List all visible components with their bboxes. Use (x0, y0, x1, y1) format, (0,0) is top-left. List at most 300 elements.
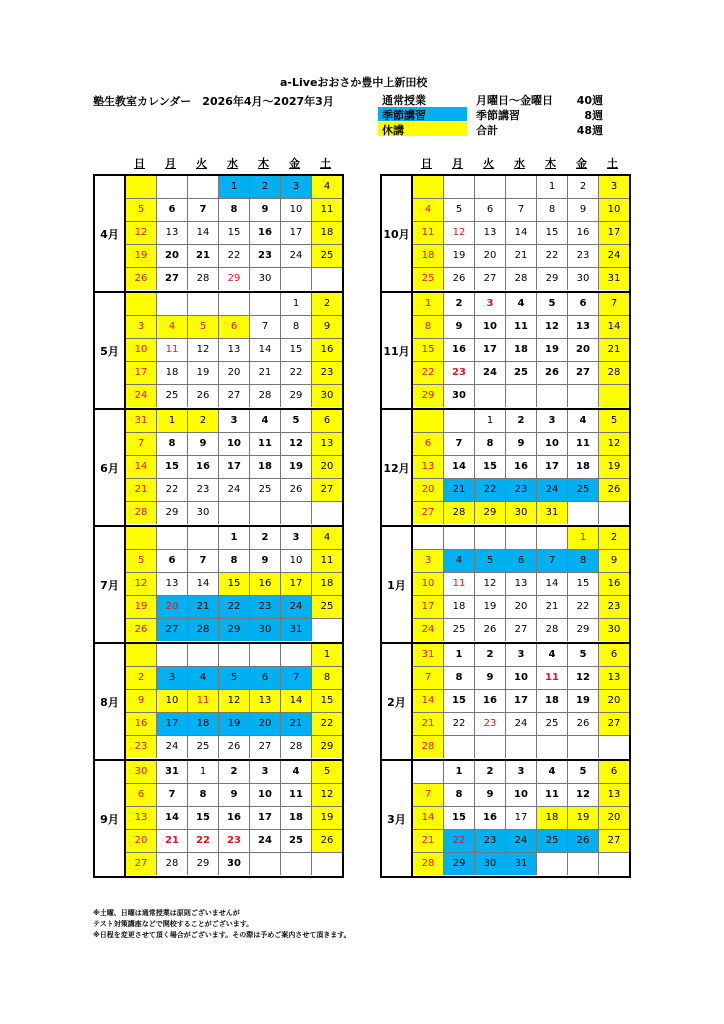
day-cell: 5 (281, 410, 312, 433)
day-cell: 19 (126, 596, 157, 619)
week-row (413, 199, 629, 222)
month-label: 12月 (382, 410, 413, 525)
day-cell: 21 (537, 596, 568, 619)
day-cell: 18 (250, 456, 281, 479)
day-cell: 28 (250, 385, 281, 407)
day-cell: 8 (413, 316, 444, 339)
day-cell: 16 (506, 456, 537, 479)
week-row (126, 690, 342, 713)
week-row (413, 176, 629, 199)
day-cell: 31 (599, 268, 629, 290)
day-cell: 25 (568, 479, 599, 502)
day-cell: 22 (444, 713, 475, 736)
month-grid (413, 644, 629, 759)
week-row (126, 830, 342, 853)
day-cell: 11 (312, 550, 342, 573)
week-row (413, 853, 629, 876)
day-cell: 13 (475, 222, 506, 245)
day-cell: 18 (537, 690, 568, 713)
day-cell: 22 (157, 479, 188, 502)
day-cell (157, 644, 188, 667)
day-cell: 27 (157, 619, 188, 641)
day-cell: 2 (219, 761, 250, 784)
day-cell (568, 385, 599, 407)
day-cell: 30 (444, 385, 475, 407)
week-row (126, 761, 342, 784)
week-row (126, 853, 342, 876)
day-cell: 17 (599, 222, 629, 245)
day-cell: 20 (506, 596, 537, 619)
week-row (413, 502, 629, 525)
day-cell: 23 (568, 245, 599, 268)
day-cell: 4 (537, 644, 568, 667)
day-cell: 18 (157, 362, 188, 385)
day-cell: 10 (475, 316, 506, 339)
day-cell: 29 (219, 619, 250, 641)
day-cell: 17 (250, 807, 281, 830)
day-cell: 20 (250, 713, 281, 736)
week-row (126, 245, 342, 268)
day-cell: 10 (506, 667, 537, 690)
day-cell: 4 (413, 199, 444, 222)
legend-count: 40週 (576, 94, 603, 107)
day-cell (413, 176, 444, 199)
month-label: 11月 (382, 293, 413, 408)
day-cell (413, 761, 444, 784)
day-cell: 24 (537, 479, 568, 502)
day-cell: 7 (599, 293, 629, 316)
day-cell: 4 (444, 550, 475, 573)
day-cell: 26 (568, 713, 599, 736)
day-cell: 21 (444, 479, 475, 502)
day-cell: 1 (444, 761, 475, 784)
day-cell: 15 (188, 807, 219, 830)
day-cell: 24 (599, 245, 629, 268)
day-cell (444, 736, 475, 758)
week-row (126, 807, 342, 830)
day-cell: 4 (537, 761, 568, 784)
weekday-label: 木 (258, 157, 269, 170)
day-cell: 16 (250, 573, 281, 596)
day-cell: 6 (312, 410, 342, 433)
day-cell: 20 (312, 456, 342, 479)
day-cell: 23 (250, 245, 281, 268)
day-cell: 23 (219, 830, 250, 853)
day-cell: 23 (475, 830, 506, 853)
day-cell: 29 (444, 853, 475, 875)
day-cell: 16 (475, 690, 506, 713)
month-label: 9月 (95, 761, 126, 876)
month-label: 1月 (382, 527, 413, 642)
week-row (413, 433, 629, 456)
legend-row (378, 122, 603, 137)
day-cell: 28 (126, 502, 157, 524)
day-cell: 18 (413, 245, 444, 268)
day-cell: 20 (568, 339, 599, 362)
day-cell: 15 (444, 807, 475, 830)
school-name: a-Liveおおさか豊中上新田校 (280, 76, 428, 89)
day-cell: 15 (219, 222, 250, 245)
day-cell: 10 (413, 573, 444, 596)
weekday-label: 火 (483, 157, 494, 170)
weekday-label: 金 (289, 157, 300, 170)
day-cell: 3 (475, 293, 506, 316)
day-cell: 10 (506, 784, 537, 807)
day-cell: 11 (281, 784, 312, 807)
day-cell: 28 (157, 853, 188, 875)
weekday-label: 土 (320, 157, 331, 170)
day-cell: 13 (413, 456, 444, 479)
day-cell: 7 (444, 433, 475, 456)
day-cell: 31 (126, 410, 157, 433)
day-cell: 27 (599, 713, 629, 736)
day-cell: 11 (312, 199, 342, 222)
day-cell: 5 (568, 761, 599, 784)
day-cell (250, 502, 281, 524)
day-cell: 8 (475, 433, 506, 456)
day-cell (281, 853, 312, 875)
day-cell: 26 (281, 479, 312, 502)
day-cell: 21 (188, 245, 219, 268)
day-cell: 8 (157, 433, 188, 456)
day-cell: 10 (281, 199, 312, 222)
day-cell: 27 (157, 268, 188, 290)
day-cell: 19 (188, 362, 219, 385)
week-row (126, 362, 342, 385)
calendar-right (380, 154, 631, 878)
day-cell: 13 (506, 573, 537, 596)
week-row (413, 293, 629, 316)
day-cell: 5 (537, 293, 568, 316)
week-row (413, 222, 629, 245)
week-row (126, 222, 342, 245)
day-cell: 12 (475, 573, 506, 596)
day-cell: 11 (250, 433, 281, 456)
day-cell: 20 (413, 479, 444, 502)
day-cell: 23 (506, 479, 537, 502)
day-cell: 19 (568, 690, 599, 713)
day-cell: 25 (312, 596, 342, 619)
week-row (126, 644, 342, 667)
day-cell: 23 (312, 362, 342, 385)
week-row (413, 807, 629, 830)
day-cell: 10 (537, 433, 568, 456)
day-cell: 26 (312, 830, 342, 853)
day-cell: 28 (506, 268, 537, 290)
day-cell (537, 527, 568, 550)
week-row (413, 410, 629, 433)
weekday-header (411, 154, 631, 174)
month-label: 10月 (382, 176, 413, 291)
day-cell: 5 (599, 410, 629, 433)
day-cell: 1 (537, 176, 568, 199)
day-cell: 12 (444, 222, 475, 245)
day-cell: 5 (568, 644, 599, 667)
day-cell: 28 (599, 362, 629, 385)
day-cell: 26 (126, 619, 157, 641)
day-cell (157, 176, 188, 199)
day-cell: 13 (250, 690, 281, 713)
day-cell: 8 (219, 199, 250, 222)
day-cell: 8 (312, 667, 342, 690)
day-cell: 3 (506, 644, 537, 667)
legend-count: 8週 (584, 109, 603, 122)
weekday-header (124, 154, 344, 174)
day-cell: 27 (126, 853, 157, 875)
day-cell: 6 (475, 199, 506, 222)
day-cell: 3 (413, 550, 444, 573)
day-cell (568, 736, 599, 758)
day-cell (126, 644, 157, 667)
day-cell: 5 (126, 199, 157, 222)
day-cell: 14 (157, 807, 188, 830)
day-cell: 27 (250, 736, 281, 758)
day-cell: 6 (568, 293, 599, 316)
day-cell: 3 (281, 527, 312, 550)
day-cell: 25 (413, 268, 444, 290)
legend-desc: 合計 (476, 124, 498, 137)
day-cell: 15 (444, 690, 475, 713)
day-cell (126, 176, 157, 199)
weekday-label: 水 (514, 157, 525, 170)
day-cell: 20 (219, 362, 250, 385)
day-cell: 14 (281, 690, 312, 713)
day-cell: 7 (188, 550, 219, 573)
day-cell: 3 (250, 761, 281, 784)
day-cell: 17 (281, 573, 312, 596)
day-cell: 10 (219, 433, 250, 456)
day-cell: 8 (219, 550, 250, 573)
day-cell: 2 (312, 293, 342, 316)
day-cell: 11 (188, 690, 219, 713)
day-cell: 24 (281, 245, 312, 268)
day-cell: 12 (188, 339, 219, 362)
month-block (380, 408, 631, 525)
week-row (126, 527, 342, 550)
day-cell: 19 (475, 596, 506, 619)
day-cell: 4 (157, 316, 188, 339)
week-row (413, 456, 629, 479)
weekday-label: 日 (134, 157, 145, 170)
day-cell: 25 (444, 619, 475, 641)
day-cell: 17 (281, 222, 312, 245)
weekday-label: 月 (165, 157, 176, 170)
day-cell: 30 (599, 619, 629, 641)
day-cell: 21 (126, 479, 157, 502)
day-cell: 16 (475, 807, 506, 830)
day-cell: 19 (281, 456, 312, 479)
week-row (126, 784, 342, 807)
month-block (93, 759, 344, 878)
day-cell (599, 502, 629, 524)
day-cell: 13 (599, 784, 629, 807)
day-cell: 23 (444, 362, 475, 385)
note-line: ※日程を変更させて頂く場合がございます。その際は予めご案内させて頂きます。 (93, 931, 351, 939)
day-cell: 20 (599, 807, 629, 830)
day-cell: 18 (568, 456, 599, 479)
week-row (126, 667, 342, 690)
day-cell: 31 (413, 644, 444, 667)
day-cell: 27 (219, 385, 250, 407)
day-cell: 1 (157, 410, 188, 433)
day-cell: 17 (506, 807, 537, 830)
day-cell: 30 (188, 502, 219, 524)
day-cell: 14 (537, 573, 568, 596)
day-cell: 3 (537, 410, 568, 433)
day-cell: 14 (506, 222, 537, 245)
day-cell: 12 (568, 667, 599, 690)
day-cell (188, 293, 219, 316)
day-cell: 1 (188, 761, 219, 784)
day-cell (444, 527, 475, 550)
month-block (380, 642, 631, 759)
day-cell: 1 (444, 644, 475, 667)
day-cell (188, 527, 219, 550)
day-cell: 6 (250, 667, 281, 690)
week-row (413, 573, 629, 596)
day-cell: 24 (157, 736, 188, 758)
day-cell (312, 268, 342, 290)
day-cell (126, 293, 157, 316)
day-cell: 16 (219, 807, 250, 830)
legend (378, 92, 603, 137)
day-cell: 6 (599, 761, 629, 784)
day-cell: 6 (413, 433, 444, 456)
week-row (126, 502, 342, 525)
day-cell: 28 (444, 502, 475, 524)
day-cell: 24 (250, 830, 281, 853)
day-cell: 6 (157, 550, 188, 573)
day-cell (413, 410, 444, 433)
day-cell: 12 (126, 222, 157, 245)
day-cell: 2 (444, 293, 475, 316)
day-cell: 10 (250, 784, 281, 807)
calendar-left (93, 154, 344, 878)
day-cell: 10 (281, 550, 312, 573)
day-cell: 16 (599, 573, 629, 596)
day-cell: 8 (444, 784, 475, 807)
day-cell: 15 (281, 339, 312, 362)
legend-desc: 月曜日～金曜日 (476, 94, 553, 107)
day-cell: 20 (126, 830, 157, 853)
month-block (93, 525, 344, 642)
week-row (126, 410, 342, 433)
day-cell: 2 (250, 527, 281, 550)
day-cell: 6 (157, 199, 188, 222)
day-cell (188, 644, 219, 667)
day-cell: 19 (599, 456, 629, 479)
day-cell: 24 (413, 619, 444, 641)
day-cell: 20 (599, 690, 629, 713)
day-cell: 22 (537, 245, 568, 268)
day-cell (444, 410, 475, 433)
day-cell: 16 (312, 339, 342, 362)
day-cell: 29 (413, 385, 444, 407)
day-cell: 19 (126, 245, 157, 268)
month-label: 6月 (95, 410, 126, 525)
day-cell (475, 736, 506, 758)
day-cell: 30 (568, 268, 599, 290)
day-cell: 3 (281, 176, 312, 199)
day-cell: 5 (188, 316, 219, 339)
day-cell: 6 (126, 784, 157, 807)
week-row (126, 456, 342, 479)
day-cell: 14 (413, 807, 444, 830)
day-cell: 11 (157, 339, 188, 362)
day-cell: 25 (281, 830, 312, 853)
day-cell (599, 736, 629, 758)
day-cell: 27 (568, 362, 599, 385)
day-cell: 11 (537, 667, 568, 690)
day-cell: 15 (475, 456, 506, 479)
week-row (126, 713, 342, 736)
day-cell: 9 (506, 433, 537, 456)
day-cell: 5 (444, 199, 475, 222)
week-row (126, 316, 342, 339)
day-cell: 22 (188, 830, 219, 853)
day-cell: 7 (188, 199, 219, 222)
day-cell: 18 (281, 807, 312, 830)
day-cell: 12 (312, 784, 342, 807)
day-cell: 7 (506, 199, 537, 222)
day-cell: 22 (413, 362, 444, 385)
day-cell: 22 (568, 596, 599, 619)
day-cell: 21 (281, 713, 312, 736)
month-block (93, 174, 344, 291)
day-cell: 14 (126, 456, 157, 479)
day-cell: 23 (250, 596, 281, 619)
day-cell: 31 (537, 502, 568, 524)
day-cell: 3 (219, 410, 250, 433)
day-cell: 12 (281, 433, 312, 456)
day-cell: 15 (312, 690, 342, 713)
day-cell: 2 (599, 527, 629, 550)
day-cell: 17 (506, 690, 537, 713)
day-cell: 21 (413, 713, 444, 736)
day-cell: 29 (475, 502, 506, 524)
day-cell: 5 (475, 550, 506, 573)
day-cell: 8 (188, 784, 219, 807)
day-cell: 16 (444, 339, 475, 362)
day-cell: 1 (219, 176, 250, 199)
weekday-label: 水 (227, 157, 238, 170)
day-cell: 13 (157, 222, 188, 245)
day-cell: 31 (506, 853, 537, 875)
day-cell: 3 (126, 316, 157, 339)
day-cell: 19 (219, 713, 250, 736)
day-cell: 12 (537, 316, 568, 339)
week-row (413, 644, 629, 667)
day-cell: 9 (568, 199, 599, 222)
day-cell: 26 (599, 479, 629, 502)
day-cell: 17 (413, 596, 444, 619)
day-cell: 1 (568, 527, 599, 550)
day-cell: 12 (126, 573, 157, 596)
day-cell: 4 (250, 410, 281, 433)
day-cell: 9 (188, 433, 219, 456)
day-cell: 2 (475, 644, 506, 667)
day-cell: 9 (250, 550, 281, 573)
legend-row (378, 92, 603, 107)
month-grid (126, 761, 342, 876)
day-cell: 19 (312, 807, 342, 830)
day-cell: 4 (188, 667, 219, 690)
week-row (413, 245, 629, 268)
month-block (380, 174, 631, 291)
calendar-title: 塾生教室カレンダー 2026年4月～2027年3月 (93, 95, 334, 108)
weekday-label: 月 (452, 157, 463, 170)
day-cell: 27 (312, 479, 342, 502)
